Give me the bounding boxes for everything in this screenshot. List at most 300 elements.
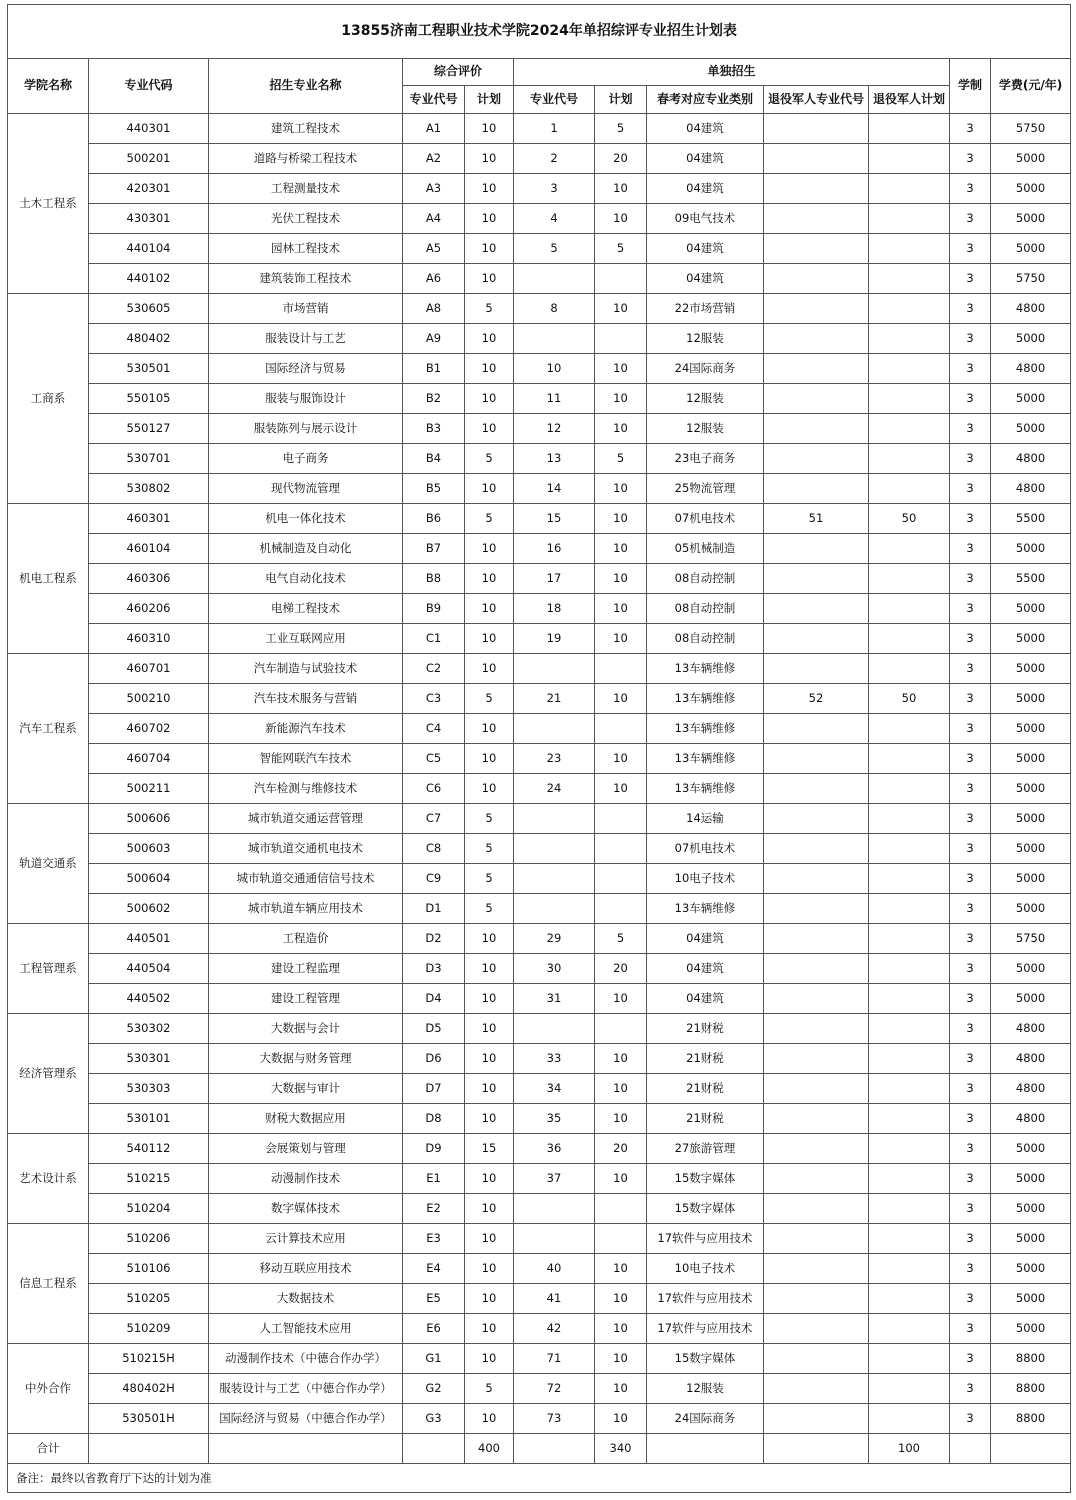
single-code-cell: 15: [514, 504, 595, 534]
duration-cell: 3: [950, 624, 991, 654]
veteran-code-cell: [764, 384, 869, 414]
single-plan-cell: 10: [595, 774, 647, 804]
duration-cell: 3: [950, 324, 991, 354]
major-name-cell: 机电一体化技术: [209, 504, 403, 534]
comp-code-cell: G1: [403, 1344, 465, 1374]
single-plan-cell: 10: [595, 624, 647, 654]
major-code-cell: 500211: [89, 774, 209, 804]
comp-code-cell: C4: [403, 714, 465, 744]
table-row: [8, 654, 1071, 684]
major-name-cell: 电子商务: [209, 444, 403, 474]
major-code-cell: 460301: [89, 504, 209, 534]
veteran-plan-cell: [869, 984, 950, 1014]
veteran-plan-cell: [869, 354, 950, 384]
spring-category-cell: 04建筑: [647, 144, 764, 174]
comp-code-cell: C2: [403, 654, 465, 684]
single-code-cell: 31: [514, 984, 595, 1014]
major-code-cell: 460704: [89, 744, 209, 774]
comp-code-cell: E2: [403, 1194, 465, 1224]
table-row: [8, 564, 1071, 594]
comp-plan-cell: 10: [465, 144, 514, 174]
comp-code-cell: A1: [403, 114, 465, 144]
single-plan-cell: 10: [595, 1074, 647, 1104]
duration-cell: 3: [950, 414, 991, 444]
single-plan-cell: 10: [595, 984, 647, 1014]
table-row: [8, 504, 1071, 534]
college-name-cell: 土木工程系: [8, 114, 89, 294]
comp-plan-cell: 10: [465, 474, 514, 504]
comp-code-cell: B4: [403, 444, 465, 474]
veteran-code-cell: [764, 114, 869, 144]
comp-plan-cell: 15: [465, 1134, 514, 1164]
major-code-cell: 440104: [89, 234, 209, 264]
veteran-plan-cell: [869, 444, 950, 474]
college-name-cell: 经济管理系: [8, 1014, 89, 1134]
single-plan-cell: 10: [595, 354, 647, 384]
spring-category-cell: 12服装: [647, 384, 764, 414]
tuition-cell: 5000: [991, 1194, 1071, 1224]
comp-code-cell: C5: [403, 744, 465, 774]
comp-code-cell: E3: [403, 1224, 465, 1254]
spring-category-cell: 24国际商务: [647, 354, 764, 384]
single-code-cell: 42: [514, 1314, 595, 1344]
duration-cell: 3: [950, 294, 991, 324]
comp-plan-cell: 5: [465, 444, 514, 474]
college-name-cell: 信息工程系: [8, 1224, 89, 1344]
total-empty: [514, 1434, 595, 1464]
veteran-code-cell: [764, 1074, 869, 1104]
duration-cell: 3: [950, 1314, 991, 1344]
major-name-cell: 新能源汽车技术: [209, 714, 403, 744]
table-row: [8, 834, 1071, 864]
table-row: [8, 594, 1071, 624]
veteran-plan-cell: [869, 1134, 950, 1164]
major-code-cell: 500602: [89, 894, 209, 924]
single-code-cell: [514, 864, 595, 894]
tuition-cell: 5000: [991, 954, 1071, 984]
comp-plan-cell: 5: [465, 894, 514, 924]
veteran-plan-cell: [869, 324, 950, 354]
veteran-code-cell: [764, 1254, 869, 1284]
veteran-plan-cell: [869, 804, 950, 834]
single-code-cell: [514, 1194, 595, 1224]
veteran-code-cell: [764, 564, 869, 594]
veteran-plan-cell: [869, 894, 950, 924]
single-code-cell: 41: [514, 1284, 595, 1314]
veteran-code-cell: [764, 174, 869, 204]
spring-category-cell: 13车辆维修: [647, 714, 764, 744]
duration-cell: 3: [950, 444, 991, 474]
spring-category-cell: 15数字媒体: [647, 1194, 764, 1224]
tuition-cell: 5000: [991, 714, 1071, 744]
major-code-cell: 460206: [89, 594, 209, 624]
major-name-cell: 人工智能技术应用: [209, 1314, 403, 1344]
veteran-plan-cell: [869, 144, 950, 174]
major-name-cell: 服装设计与工艺（中德合作办学）: [209, 1374, 403, 1404]
major-name-cell: 工程测量技术: [209, 174, 403, 204]
major-name-cell: 会展策划与管理: [209, 1134, 403, 1164]
single-code-cell: [514, 894, 595, 924]
total-empty: [89, 1434, 209, 1464]
tuition-cell: 5000: [991, 204, 1071, 234]
college-name-cell: 汽车工程系: [8, 654, 89, 804]
single-plan-cell: 10: [595, 414, 647, 444]
header-single-code: 专业代号: [514, 86, 595, 114]
comp-plan-cell: 10: [465, 414, 514, 444]
spring-category-cell: 12服装: [647, 1374, 764, 1404]
duration-cell: 3: [950, 1194, 991, 1224]
header-college: 学院名称: [8, 59, 89, 114]
major-name-cell: 服装设计与工艺: [209, 324, 403, 354]
tuition-cell: 5000: [991, 654, 1071, 684]
header-single-plan: 计划: [595, 86, 647, 114]
major-name-cell: 汽车技术服务与营销: [209, 684, 403, 714]
header-major-name: 招生专业名称: [209, 59, 403, 114]
veteran-code-cell: [764, 474, 869, 504]
veteran-plan-cell: [869, 864, 950, 894]
single-plan-cell: [595, 804, 647, 834]
single-code-cell: 14: [514, 474, 595, 504]
veteran-plan-cell: [869, 204, 950, 234]
tuition-cell: 4800: [991, 444, 1071, 474]
comp-plan-cell: 10: [465, 924, 514, 954]
duration-cell: 3: [950, 834, 991, 864]
comp-plan-cell: 10: [465, 774, 514, 804]
enrollment-plan-table: [7, 4, 1071, 1493]
single-code-cell: 13: [514, 444, 595, 474]
single-plan-cell: [595, 1194, 647, 1224]
spring-category-cell: 24国际商务: [647, 1404, 764, 1434]
college-name-cell: 艺术设计系: [8, 1134, 89, 1224]
major-code-cell: 500604: [89, 864, 209, 894]
single-code-cell: [514, 264, 595, 294]
major-code-cell: 460104: [89, 534, 209, 564]
tuition-cell: 4800: [991, 1074, 1071, 1104]
veteran-plan-cell: [869, 1194, 950, 1224]
veteran-plan-cell: [869, 624, 950, 654]
single-plan-cell: 10: [595, 1254, 647, 1284]
veteran-code-cell: [764, 1164, 869, 1194]
duration-cell: 3: [950, 744, 991, 774]
comp-plan-cell: 10: [465, 1194, 514, 1224]
major-code-cell: 500201: [89, 144, 209, 174]
spring-category-cell: 25物流管理: [647, 474, 764, 504]
single-code-cell: 29: [514, 924, 595, 954]
veteran-code-cell: [764, 1284, 869, 1314]
veteran-plan-cell: [869, 1404, 950, 1434]
tuition-cell: 5750: [991, 924, 1071, 954]
comp-code-cell: A5: [403, 234, 465, 264]
major-name-cell: 道路与桥梁工程技术: [209, 144, 403, 174]
single-plan-cell: 10: [595, 384, 647, 414]
spring-category-cell: 13车辆维修: [647, 654, 764, 684]
major-code-cell: 550105: [89, 384, 209, 414]
comp-plan-cell: 10: [465, 1104, 514, 1134]
spring-category-cell: 04建筑: [647, 954, 764, 984]
major-code-cell: 480402: [89, 324, 209, 354]
single-plan-cell: 10: [595, 504, 647, 534]
major-code-cell: 550127: [89, 414, 209, 444]
single-code-cell: 30: [514, 954, 595, 984]
major-code-cell: 440501: [89, 924, 209, 954]
comp-plan-cell: 10: [465, 1314, 514, 1344]
table-row: [8, 234, 1071, 264]
major-name-cell: 大数据与审计: [209, 1074, 403, 1104]
table-row: [8, 1344, 1071, 1374]
comp-plan-cell: 10: [465, 1014, 514, 1044]
comp-plan-cell: 10: [465, 1164, 514, 1194]
spring-category-cell: 22市场营销: [647, 294, 764, 324]
veteran-plan-cell: [869, 1374, 950, 1404]
comp-plan-cell: 5: [465, 864, 514, 894]
table-row: [8, 264, 1071, 294]
major-code-cell: 540112: [89, 1134, 209, 1164]
veteran-code-cell: [764, 324, 869, 354]
comp-code-cell: A9: [403, 324, 465, 354]
spring-category-cell: 27旅游管理: [647, 1134, 764, 1164]
single-code-cell: 16: [514, 534, 595, 564]
comp-code-cell: A6: [403, 264, 465, 294]
spring-category-cell: 17软件与应用技术: [647, 1284, 764, 1314]
comp-code-cell: C1: [403, 624, 465, 654]
veteran-plan-cell: [869, 1164, 950, 1194]
veteran-code-cell: [764, 894, 869, 924]
single-code-cell: 40: [514, 1254, 595, 1284]
tuition-cell: 5000: [991, 144, 1071, 174]
major-code-cell: 530501: [89, 354, 209, 384]
comp-code-cell: B5: [403, 474, 465, 504]
tuition-cell: 5000: [991, 174, 1071, 204]
table-row: [8, 1404, 1071, 1434]
comp-code-cell: D6: [403, 1044, 465, 1074]
tuition-cell: 5000: [991, 684, 1071, 714]
major-code-cell: 530303: [89, 1074, 209, 1104]
header-tuition: 学费(元/年): [991, 59, 1071, 114]
duration-cell: 3: [950, 1374, 991, 1404]
table-row: [8, 114, 1071, 144]
veteran-plan-cell: [869, 114, 950, 144]
spring-category-cell: 04建筑: [647, 924, 764, 954]
major-code-cell: 460702: [89, 714, 209, 744]
table-row: [8, 354, 1071, 384]
major-code-cell: 510215: [89, 1164, 209, 1194]
table-row: [8, 1314, 1071, 1344]
comp-code-cell: C8: [403, 834, 465, 864]
single-code-cell: 12: [514, 414, 595, 444]
major-code-cell: 530501H: [89, 1404, 209, 1434]
spring-category-cell: 13车辆维修: [647, 684, 764, 714]
spring-category-cell: 04建筑: [647, 984, 764, 1014]
single-plan-cell: 10: [595, 174, 647, 204]
comp-plan-cell: 10: [465, 984, 514, 1014]
major-code-cell: 530701: [89, 444, 209, 474]
tuition-cell: 5000: [991, 1164, 1071, 1194]
single-code-cell: 19: [514, 624, 595, 654]
table-row: [8, 1374, 1071, 1404]
major-name-cell: 城市轨道交通运营管理: [209, 804, 403, 834]
table-row: [8, 444, 1071, 474]
comp-plan-cell: 10: [465, 1044, 514, 1074]
tuition-cell: 5000: [991, 594, 1071, 624]
header-single: 单独招生: [514, 59, 950, 86]
major-code-cell: 530605: [89, 294, 209, 324]
single-code-cell: 33: [514, 1044, 595, 1074]
veteran-code-cell: [764, 1374, 869, 1404]
duration-cell: 3: [950, 234, 991, 264]
tuition-cell: 5000: [991, 624, 1071, 654]
table-row: [8, 1074, 1071, 1104]
comp-code-cell: E4: [403, 1254, 465, 1284]
major-name-cell: 城市轨道车辆应用技术: [209, 894, 403, 924]
single-code-cell: [514, 324, 595, 354]
single-code-cell: 21: [514, 684, 595, 714]
veteran-code-cell: [764, 1134, 869, 1164]
major-name-cell: 移动互联应用技术: [209, 1254, 403, 1284]
table-row: [8, 714, 1071, 744]
major-name-cell: 大数据技术: [209, 1284, 403, 1314]
tuition-cell: 4800: [991, 474, 1071, 504]
comp-plan-cell: 10: [465, 654, 514, 684]
comp-code-cell: A4: [403, 204, 465, 234]
total-comp-plan: 400: [465, 1434, 514, 1464]
veteran-plan-cell: 50: [869, 504, 950, 534]
table-row: [8, 774, 1071, 804]
comp-code-cell: A2: [403, 144, 465, 174]
total-empty: [991, 1434, 1071, 1464]
comp-code-cell: E5: [403, 1284, 465, 1314]
tuition-cell: 5750: [991, 264, 1071, 294]
tuition-cell: 5500: [991, 564, 1071, 594]
tuition-cell: 4800: [991, 294, 1071, 324]
comp-code-cell: B9: [403, 594, 465, 624]
single-plan-cell: 10: [595, 684, 647, 714]
spring-category-cell: 10电子技术: [647, 864, 764, 894]
duration-cell: 3: [950, 924, 991, 954]
header-comp-code: 专业代号: [403, 86, 465, 114]
table-row: [8, 684, 1071, 714]
veteran-code-cell: [764, 354, 869, 384]
major-name-cell: 机械制造及自动化: [209, 534, 403, 564]
header-duration: 学制: [950, 59, 991, 114]
veteran-plan-cell: [869, 714, 950, 744]
single-code-cell: 10: [514, 354, 595, 384]
table-row: [8, 294, 1071, 324]
veteran-code-cell: [764, 264, 869, 294]
veteran-plan-cell: [869, 564, 950, 594]
veteran-code-cell: [764, 1044, 869, 1074]
major-name-cell: 工业互联网应用: [209, 624, 403, 654]
tuition-cell: 5000: [991, 984, 1071, 1014]
table-row: [8, 534, 1071, 564]
major-name-cell: 大数据与会计: [209, 1014, 403, 1044]
spring-category-cell: 17软件与应用技术: [647, 1314, 764, 1344]
comp-code-cell: C7: [403, 804, 465, 834]
major-name-cell: 光伏工程技术: [209, 204, 403, 234]
major-code-cell: 420301: [89, 174, 209, 204]
comp-plan-cell: 10: [465, 324, 514, 354]
tuition-cell: 5000: [991, 864, 1071, 894]
veteran-plan-cell: [869, 264, 950, 294]
duration-cell: 3: [950, 1404, 991, 1434]
single-plan-cell: [595, 714, 647, 744]
tuition-cell: 8800: [991, 1344, 1071, 1374]
single-plan-cell: [595, 654, 647, 684]
total-label: 合计: [8, 1434, 89, 1464]
table-row: [8, 144, 1071, 174]
major-code-cell: 500210: [89, 684, 209, 714]
single-plan-cell: 10: [595, 1344, 647, 1374]
veteran-plan-cell: [869, 1014, 950, 1044]
veteran-code-cell: [764, 954, 869, 984]
single-code-cell: 23: [514, 744, 595, 774]
major-name-cell: 建筑装饰工程技术: [209, 264, 403, 294]
total-veteran-plan: 100: [869, 1434, 950, 1464]
single-code-cell: 37: [514, 1164, 595, 1194]
comp-code-cell: B3: [403, 414, 465, 444]
veteran-plan-cell: [869, 654, 950, 684]
comp-plan-cell: 10: [465, 1224, 514, 1254]
tuition-cell: 5000: [991, 384, 1071, 414]
major-code-cell: 440102: [89, 264, 209, 294]
table-row: [8, 924, 1071, 954]
total-empty: [647, 1434, 764, 1464]
duration-cell: 3: [950, 1074, 991, 1104]
table-row: [8, 1254, 1071, 1284]
veteran-code-cell: [764, 834, 869, 864]
spring-category-cell: 12服装: [647, 414, 764, 444]
spring-category-cell: 10电子技术: [647, 1254, 764, 1284]
spring-category-cell: 17软件与应用技术: [647, 1224, 764, 1254]
veteran-plan-cell: [869, 834, 950, 864]
table-note: 备注：最终以省教育厅下达的计划为准: [8, 1464, 1071, 1493]
major-name-cell: 服装陈列与展示设计: [209, 414, 403, 444]
major-code-cell: 500603: [89, 834, 209, 864]
major-name-cell: 智能网联汽车技术: [209, 744, 403, 774]
spring-category-cell: 15数字媒体: [647, 1344, 764, 1374]
single-plan-cell: [595, 324, 647, 354]
single-plan-cell: 10: [595, 564, 647, 594]
comp-code-cell: B2: [403, 384, 465, 414]
major-name-cell: 电气自动化技术: [209, 564, 403, 594]
table-row: [8, 174, 1071, 204]
tuition-cell: 4800: [991, 1104, 1071, 1134]
duration-cell: 3: [950, 174, 991, 204]
comp-code-cell: G2: [403, 1374, 465, 1404]
duration-cell: 3: [950, 1104, 991, 1134]
tuition-cell: 4800: [991, 354, 1071, 384]
major-name-cell: 大数据与财务管理: [209, 1044, 403, 1074]
header-comprehensive: 综合评价: [403, 59, 514, 86]
veteran-code-cell: [764, 534, 869, 564]
veteran-code-cell: [764, 1314, 869, 1344]
spring-category-cell: 04建筑: [647, 114, 764, 144]
major-code-cell: 460310: [89, 624, 209, 654]
table-title: 13855济南工程职业技术学院2024年单招综评专业招生计划表: [8, 5, 1071, 59]
single-code-cell: 73: [514, 1404, 595, 1434]
veteran-code-cell: [764, 744, 869, 774]
comp-code-cell: D3: [403, 954, 465, 984]
spring-category-cell: 04建筑: [647, 174, 764, 204]
single-code-cell: 5: [514, 234, 595, 264]
comp-plan-cell: 5: [465, 294, 514, 324]
tuition-cell: 5000: [991, 414, 1071, 444]
college-name-cell: 工程管理系: [8, 924, 89, 1014]
veteran-plan-cell: [869, 384, 950, 414]
duration-cell: 3: [950, 1044, 991, 1074]
major-code-cell: 530101: [89, 1104, 209, 1134]
spring-category-cell: 21财税: [647, 1044, 764, 1074]
veteran-code-cell: [764, 1194, 869, 1224]
